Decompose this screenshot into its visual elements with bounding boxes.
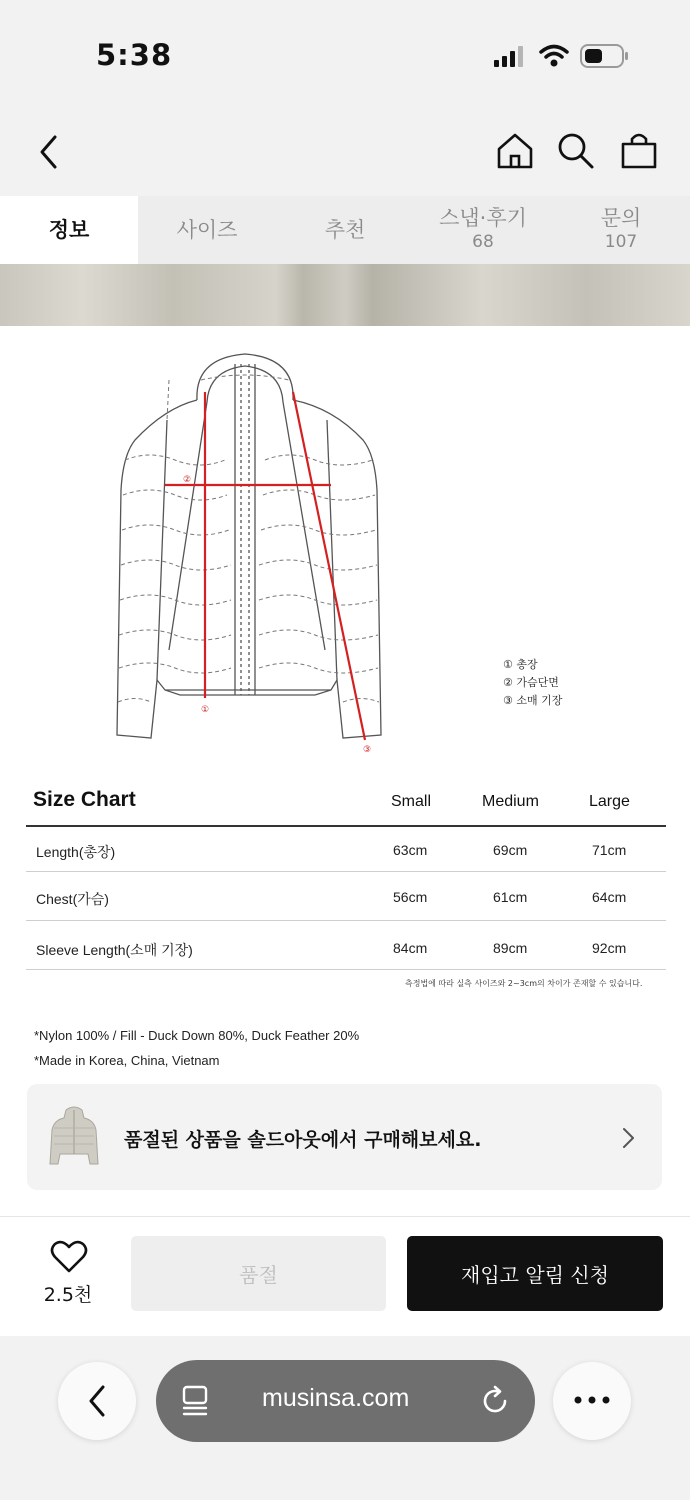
row-label: Length(총장) [36,844,116,860]
product-photo-strip [0,264,690,326]
tab-label: 문의 [600,206,642,230]
back-icon[interactable] [36,134,62,170]
product-tabs [0,196,690,264]
home-icon[interactable] [496,132,534,170]
reload-icon[interactable] [478,1384,512,1418]
signal-icon [494,46,524,68]
reader-icon[interactable] [181,1385,211,1417]
table-header-divider [26,825,666,827]
legend-item: ① 총장 [503,658,538,671]
table-cell: 89cm [493,940,528,956]
search-icon[interactable] [557,132,595,170]
table-cell: 92cm [592,940,627,956]
size-chart-title: Size Chart [33,788,136,811]
cart-icon[interactable] [620,130,658,170]
row-label: Chest(가슴) [36,891,109,907]
tab-snap-review[interactable] [414,196,552,264]
tab-inquiry[interactable] [552,196,690,264]
table-cell: 69cm [493,842,528,858]
soldout-banner-text: 품절된 상품을 솔드아웃에서 구매해보세요. [124,1129,482,1151]
col-header-medium: Medium [482,793,539,810]
product-thumbnail [46,1104,102,1170]
diagram-legend [503,656,562,710]
tab-label: 추천 [324,218,366,242]
tab-label: 정보 [48,218,90,242]
restock-alert-button[interactable]: 재입고 알림 신청 [407,1236,663,1311]
battery-icon [580,43,630,69]
table-cell: 63cm [393,842,428,858]
tab-info[interactable] [0,196,138,264]
legend-item: ③ 소매 기장 [503,694,563,707]
spec-line: *Nylon 100% / Fill - Duck Down 80%, Duck Feather 20% [34,1028,360,1043]
row-label: Sleeve Length(소매 기장) [36,942,193,958]
tab-count: 68 [472,232,494,252]
table-cell: 61cm [493,889,528,905]
table-cell: 71cm [592,842,627,858]
marker-sleeve: ③ [363,745,372,755]
heart-icon[interactable] [50,1240,88,1274]
row-divider [26,969,666,970]
wifi-icon [539,44,569,68]
tab-label: 사이즈 [176,218,238,242]
url-text: musinsa.com [262,1384,410,1412]
table-cell: 84cm [393,940,428,956]
browser-back-icon [86,1384,108,1418]
table-cell: 64cm [592,889,627,905]
row-divider [26,871,666,872]
soldout-button[interactable]: 품절 [131,1236,386,1311]
legend-item: ② 가슴단면 [503,676,559,689]
marker-chest: ② [183,475,192,485]
row-divider [26,920,666,921]
jacket-measurement-diagram [105,350,390,760]
chevron-right-icon [621,1126,637,1150]
tab-recommend[interactable] [276,196,414,264]
status-time: 5:38 [96,38,173,72]
spec-line: *Made in Korea, China, Vietnam [34,1053,220,1068]
col-header-large: Large [589,793,630,810]
more-icon [574,1395,610,1405]
table-cell: 56cm [393,889,428,905]
marker-length: ① [201,705,210,715]
like-count: 2.5천 [43,1284,93,1306]
tab-label: 스냅·후기 [439,206,527,230]
tab-size[interactable] [138,196,276,264]
size-chart-note: 측정법에 따라 실측 사이즈와 2~3cm의 차이가 존재할 수 있습니다. [405,979,643,988]
tab-count: 107 [604,232,638,252]
col-header-small: Small [391,793,432,810]
